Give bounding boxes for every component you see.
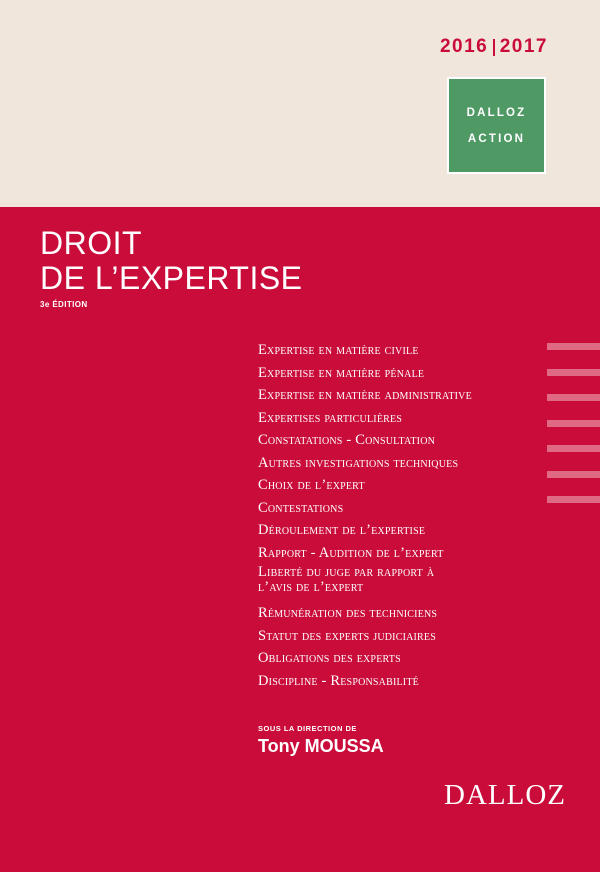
- stripe: [547, 496, 600, 503]
- collection-line-2: ACTION: [467, 132, 526, 145]
- contents-item: Expertise en matière civile: [258, 342, 419, 358]
- direction-label: SOUS LA DIRECTION DE: [258, 724, 357, 733]
- stripe: [547, 445, 600, 452]
- contents-item: Rémunération des techniciens: [258, 605, 438, 621]
- contents-item: Contestations: [258, 499, 344, 516]
- collection-line-1: DALLOZ: [466, 106, 527, 119]
- author-name: Tony MOUSSA: [258, 736, 384, 756]
- contents-item: Obligations des experts: [258, 650, 401, 666]
- contents-list: [258, 340, 548, 693]
- contents-item: Expertise en matière administrative: [258, 387, 472, 403]
- contents-item: Autres investigations techniques: [258, 454, 459, 471]
- edition-years: [440, 36, 548, 58]
- title-line-1: DROIT: [40, 225, 143, 261]
- edition-text: 3e ÉDITION: [40, 300, 88, 309]
- book-title: [40, 226, 303, 296]
- stripe: [547, 420, 600, 427]
- contents-item: Expertise en matière pénale: [258, 364, 425, 381]
- decorative-stripes: [547, 343, 600, 522]
- stripe: [547, 369, 600, 376]
- stripe: [547, 343, 600, 350]
- year-end: 2017: [499, 36, 548, 57]
- contents-item: Statut des experts judiciaires: [258, 627, 436, 644]
- publisher-logo: DALLOZ: [444, 779, 566, 811]
- collection-badge: [447, 77, 546, 174]
- edition-label: [40, 300, 88, 309]
- stripe: [547, 471, 600, 478]
- year-separator: [493, 39, 495, 56]
- contents-item: Constatations - Consultation: [258, 432, 436, 448]
- contents-item: Discipline - Responsabilité: [258, 672, 419, 689]
- contents-item: Déroulement de l’expertise: [258, 522, 426, 538]
- contents-item: Liberté du juge par rapport à l’avis de l’expert: [258, 564, 435, 595]
- contents-item: Rapport - Audition de l’expert: [258, 544, 444, 561]
- year-start: 2016: [439, 36, 489, 57]
- title-line-2: DE L’EXPERTISE: [40, 260, 303, 296]
- contents-item: Expertises particulières: [258, 409, 403, 426]
- contents-item: Choix de l’expert: [258, 477, 365, 493]
- stripe: [547, 394, 600, 401]
